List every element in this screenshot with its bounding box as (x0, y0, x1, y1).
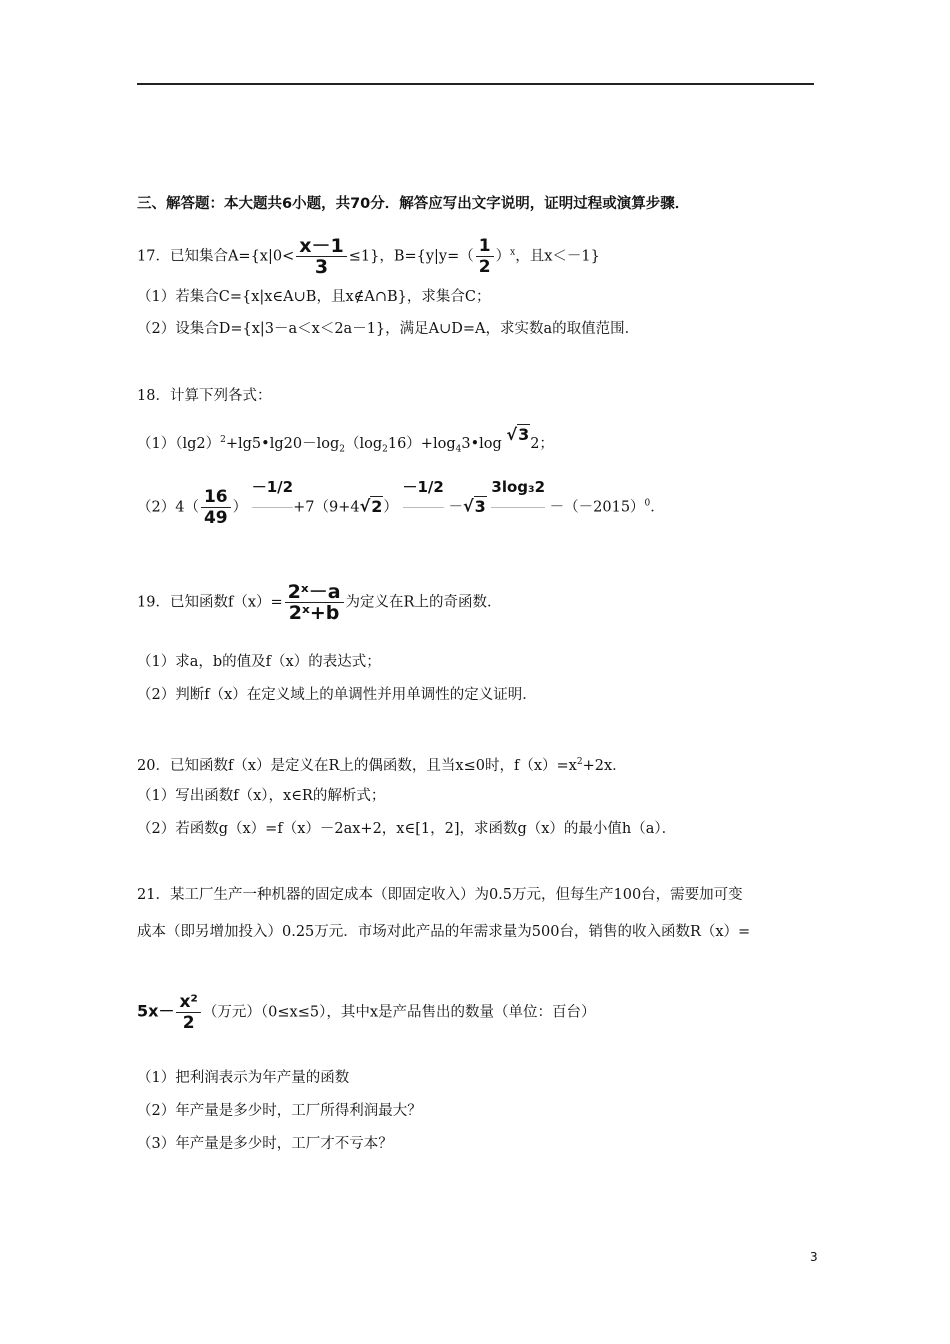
q17-fraction: $\frac{x-1}{3}$ (296, 236, 346, 277)
q18-part2: （2）4（ $\frac{16}{49}$ ） －1/2+7（9+4√2） －1/2 －√3 $3\log_32 -(-2015)^0$． (137, 478, 665, 528)
q18-part1: $(1)(\lg 2)^2+\lg 5•\lg 20-\log_2(\log_216)+\log_43•\log$ √32； (137, 424, 554, 455)
exponent-neg-half: －1/2 (252, 477, 293, 508)
sqrt-3: √3 (462, 496, 486, 516)
q19-fraction: $\frac{\text{2ˣ－a}}{\text{2ˣ+b}}$ (285, 582, 344, 623)
exponent-3log3-2: 3log₃2 (491, 477, 545, 508)
q21-fraction: $\frac{\text{x²}}{2}$ (176, 992, 200, 1033)
q21-line2: 成本（即另增加投入）0.25万元．市场对此产品的年需求量为500台，销售的收入函数R（x）= (137, 924, 751, 940)
sqrt-3: √3 (506, 424, 530, 444)
header-rule (137, 83, 814, 85)
q17-statement: 17．已知集合A={x|0< $\frac{x-1}{3}$ ≤1}，B={y|y=（ $\frac{1}{2}$ ）$^x$，且x＜－1} (137, 235, 600, 278)
q20-part1: （1）写出函数f（x），x∈R的解析式； (137, 788, 386, 804)
q17-part1: （1）若集合C={x|x∈A∪B，且x∉A∩B}，求集合C； (137, 289, 491, 305)
q20-part2: （2）若函数g（x）=f（x）－2ax+2，x∈[1，2]，求函数g（x）的最小值h（a）． (137, 821, 677, 837)
page-number: 3 (810, 1250, 818, 1264)
q21-line1: 21．某工厂生产一种机器的固定成本（即固定收入）为0.5万元，但每生产100台，需要加可变 (137, 887, 743, 903)
exponent-neg-half: －1/2 (403, 477, 444, 508)
q19-part1: （1）求a，b的值及f（x）的表达式； (137, 654, 381, 670)
q17-part2: （2）设集合D={x|3－a＜x＜2a－1}，满足A∪D=A，求实数a的取值范围． (137, 321, 640, 337)
q21-part3: （3）年产量是多少时，工厂才不亏本？ (137, 1136, 393, 1152)
section-header: 三、解答题：本大题共6小题，共70分．解答应写出文字说明，证明过程或演算步骤． (137, 196, 690, 212)
sqrt-2: √2 (359, 496, 383, 516)
q18-fraction: $\frac{16}{49}$ (201, 487, 231, 528)
q19-statement: 19．已知函数f（x）= $\frac{\text{2ˣ－a}}{\text{2ˣ+b}}$ 为定义在R上的奇函数． (137, 581, 502, 624)
q19-part2: （2）判断f（x）在定义域上的单调性并用单调性的定义证明． (137, 687, 537, 703)
q21-part1: （1）把利润表示为年产量的函数 (137, 1070, 350, 1086)
q17-half: $\frac{1}{2}$ (476, 236, 494, 277)
q18-title: 18．计算下列各式： (137, 388, 272, 404)
q20-statement: 20．已知函数f（x）是定义在R上的偶函数，且当x≤0时，$f(x)=x^2+2x$． (137, 757, 627, 774)
q21-part2: （2）年产量是多少时，工厂所得利润最大？ (137, 1103, 422, 1119)
q21-line3: 5x－ $\frac{\text{x²}}{2}$ （万元）（0≤x≤5），其中x是产品售出的数量（单位：百台） (137, 992, 596, 1033)
